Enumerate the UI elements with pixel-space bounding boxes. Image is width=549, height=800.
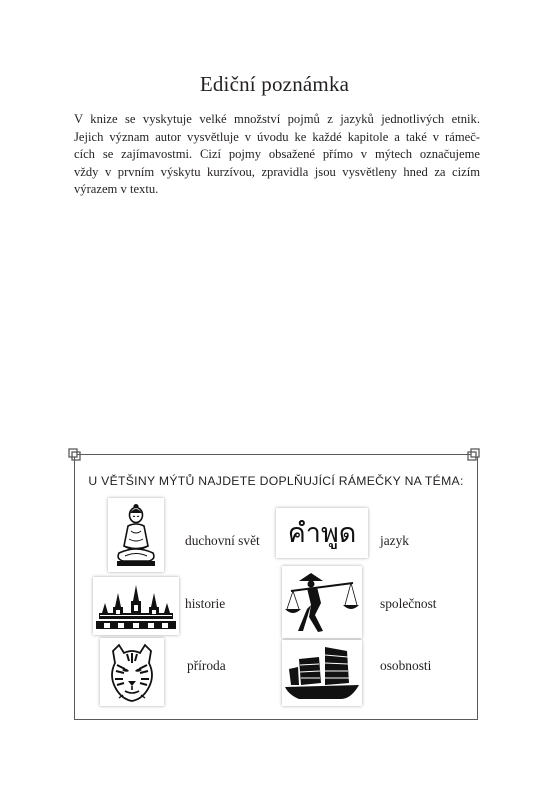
paragraph-line: výrazem v textu. bbox=[74, 182, 159, 197]
topic-label-nature: příroda bbox=[187, 658, 226, 673]
topic-label-history: historie bbox=[185, 596, 226, 611]
junk-ship-icon bbox=[282, 640, 362, 706]
thai-script-icon bbox=[276, 508, 368, 558]
topic-label-personalities: osobnosti bbox=[380, 658, 432, 673]
temple-icon bbox=[93, 577, 179, 635]
porter-icon bbox=[282, 566, 362, 638]
paragraph-line: Jejich význam autor vysvětluje v úvodu ke každé kapitole a také v rámeč- bbox=[74, 129, 480, 144]
frame-corner-ornament bbox=[466, 448, 480, 462]
frame-corner-ornament bbox=[68, 448, 82, 462]
edition-note-paragraph bbox=[74, 111, 480, 199]
paragraph-line: cích se zajímavostmi. Cizí pojmy obsažené přímo v mýtech označujeme bbox=[74, 147, 480, 162]
topic-box-heading: U VĚTŠINY MÝTŮ NAJDETE DOPLŇUJÍCÍ RÁMEČKY NA TÉMA: bbox=[88, 474, 464, 488]
topic-label-language: jazyk bbox=[380, 533, 409, 548]
topic-label-society: společnost bbox=[380, 596, 437, 611]
tiger-icon bbox=[100, 638, 164, 706]
page-title: Ediční poznámka bbox=[199, 72, 350, 96]
buddha-icon bbox=[108, 498, 164, 572]
topic-label-spiritual-world: duchovní svět bbox=[185, 533, 260, 548]
paragraph-line: vždy v prvním výskytu kurzívou, zpravidla jsou vysvětleny hned za cizím bbox=[74, 164, 480, 179]
thai-word: คำพูด bbox=[287, 517, 357, 549]
paragraph-line: V knize se vyskytuje velké množství pojmů z jazyků jednotlivých etnik. bbox=[74, 112, 480, 126]
